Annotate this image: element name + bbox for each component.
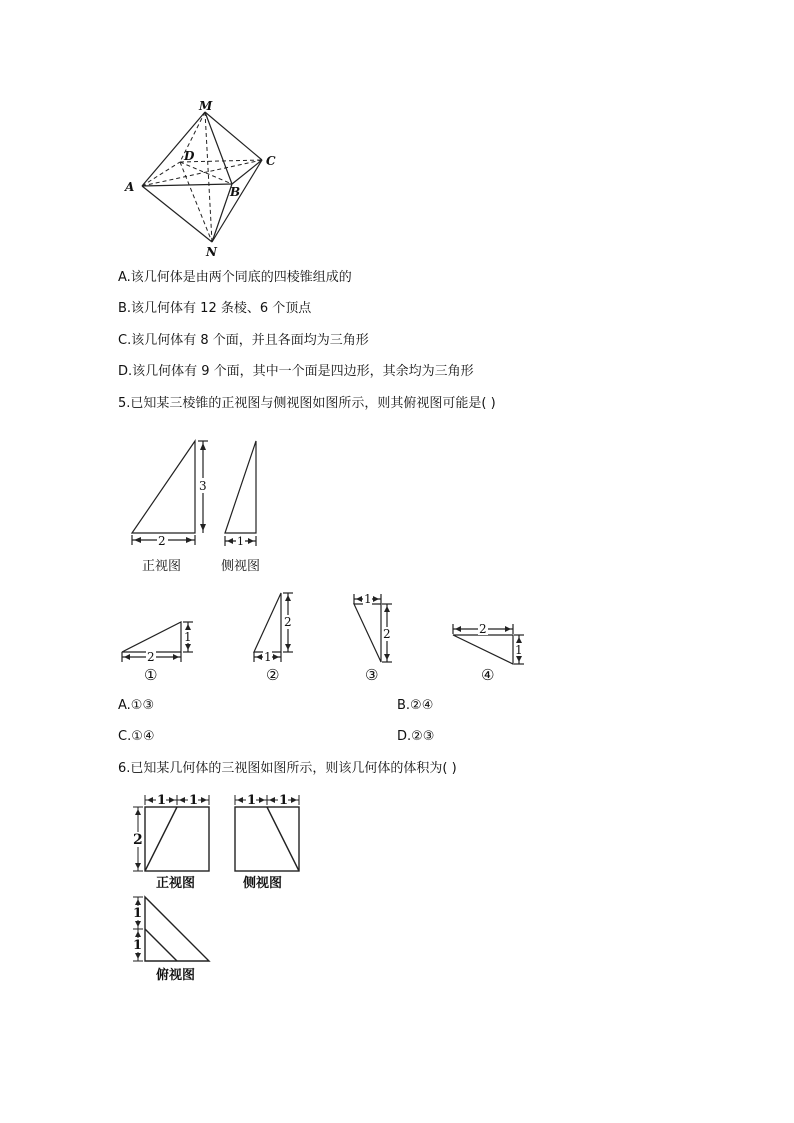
q5-views-figure — [0, 430, 794, 580]
q6-front-width-1: 1 — [157, 793, 167, 808]
candidate-1-height-label: 1 — [184, 630, 192, 644]
candidate-3-mark: ③ — [365, 666, 379, 684]
q4-option-c: C.该几何体有 8 个面，并且各面均为三角形 — [118, 333, 369, 348]
q6-side-width-1: 1 — [247, 793, 257, 808]
candidate-4-height-label: 1 — [515, 643, 523, 657]
vertex-label-m: M — [199, 99, 213, 113]
candidate-2-height-label: 2 — [284, 615, 292, 629]
q6-front-width-2: 1 — [189, 793, 199, 808]
vertex-label-b: B — [230, 185, 241, 199]
q6-top-depth-1: 1 — [133, 906, 143, 921]
vertex-label-c: C — [266, 154, 276, 168]
q6-three-views-figure — [0, 788, 794, 968]
q6-top-depth-2: 1 — [133, 938, 143, 953]
q5-front-width-label: 2 — [158, 534, 166, 548]
candidate-3-width-label: 1 — [364, 592, 372, 606]
candidate-1-mark: ① — [144, 666, 158, 684]
q4-option-a: A.该几何体是由两个同底的四棱锥组成的 — [118, 270, 352, 285]
q6-stem: 6.已知某几何体的三视图如图所示，则该几何体的体积为( ) — [118, 761, 457, 776]
q5-option-a: A.①③ — [118, 698, 155, 713]
candidate-1-width-label: 2 — [147, 650, 155, 664]
candidate-4-width-label: 2 — [479, 622, 487, 636]
q5-front-view-caption: 正视图 — [142, 559, 182, 574]
candidate-4-mark: ④ — [481, 666, 495, 684]
q4-option-b: B.该几何体有 12 条棱、6 个顶点 — [118, 301, 312, 316]
q5-option-c: C.①④ — [118, 729, 155, 744]
vertex-label-d: D — [184, 149, 195, 163]
q5-option-b: B.②④ — [397, 698, 434, 713]
q6-side-width-2: 1 — [279, 793, 289, 808]
q5-candidates-figure — [0, 588, 794, 688]
q5-front-height-label: 3 — [199, 479, 207, 493]
q6-front-height: 2 — [133, 832, 143, 848]
q6-top-view-caption: 俯视图 — [156, 968, 196, 983]
q5-side-width-label: 1 — [237, 535, 244, 548]
q5-stem: 5.已知某三棱锥的正视图与侧视图如图所示，则其俯视图可能是( ) — [118, 396, 496, 411]
candidate-2-mark: ② — [266, 666, 280, 684]
q6-front-view-caption: 正视图 — [156, 876, 196, 891]
vertex-label-n: N — [206, 245, 217, 259]
q5-side-view-caption: 侧视图 — [221, 559, 261, 574]
candidate-3-height-label: 2 — [383, 627, 391, 641]
candidate-2-width-label: 1 — [264, 650, 272, 664]
q6-side-view-caption: 侧视图 — [243, 876, 283, 891]
q5-option-d: D.②③ — [397, 729, 435, 744]
octahedron-figure — [0, 0, 794, 270]
q4-option-d: D.该几何体有 9 个面，其中一个面是四边形，其余均为三角形 — [118, 364, 474, 379]
vertex-label-a: A — [125, 180, 135, 194]
